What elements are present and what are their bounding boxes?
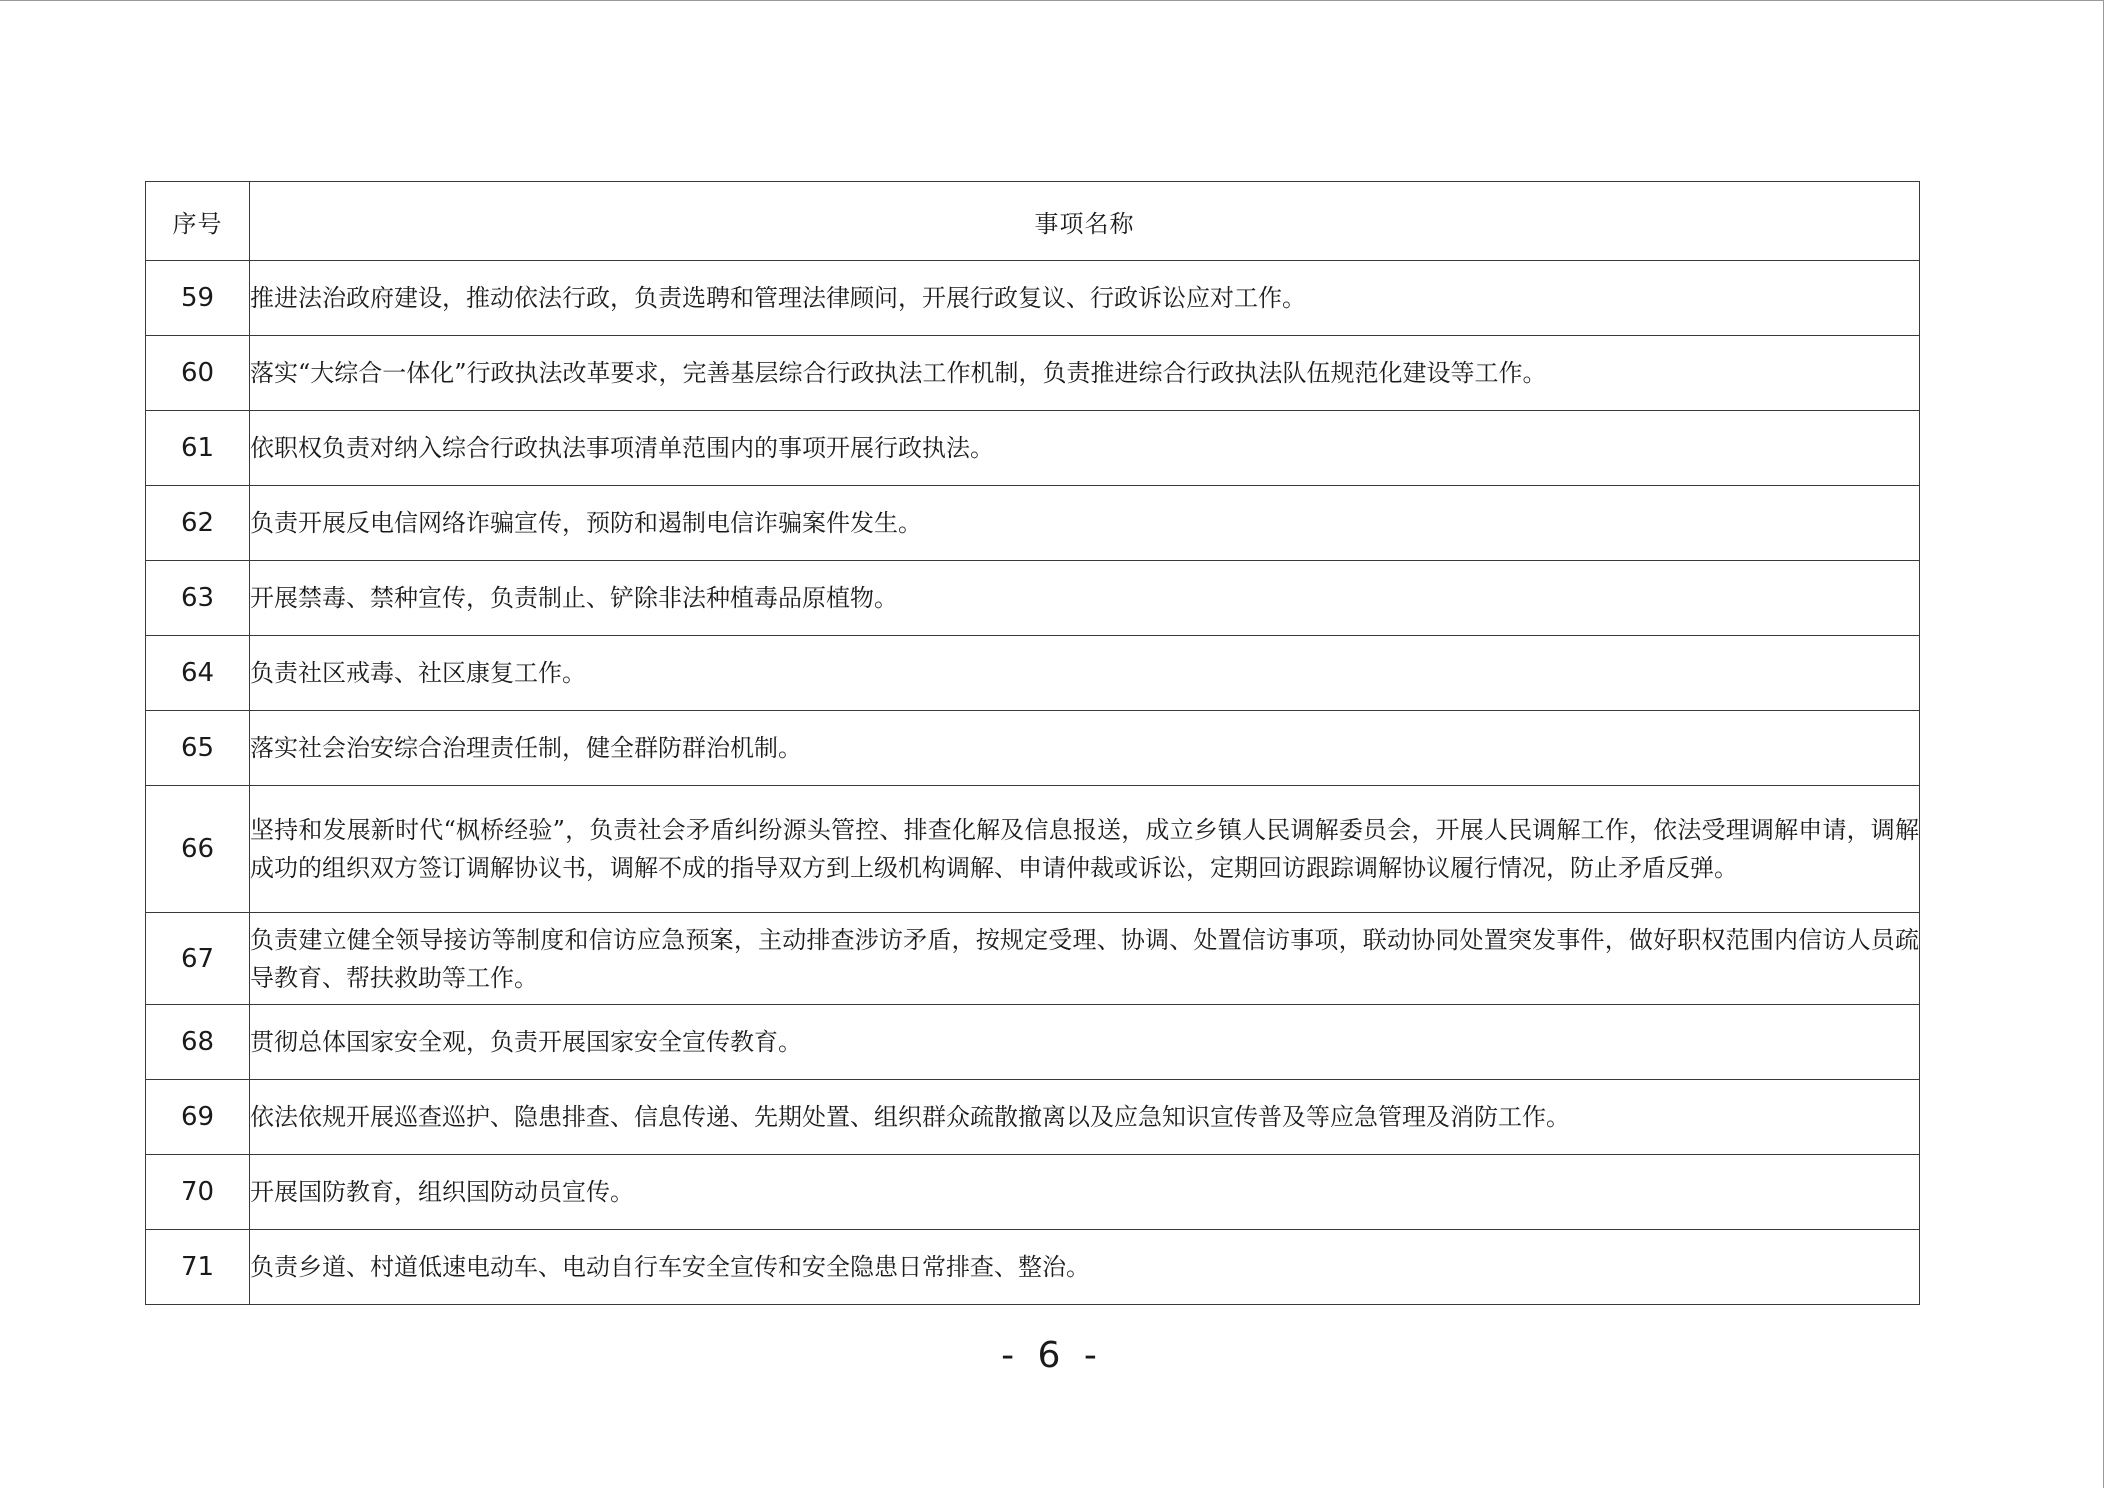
row-name: 负责建立健全领导接访等制度和信访应急预案，主动排查涉访矛盾，按规定受理、协调、处置信访事项，联动协同处置突发事件，做好职权范围内信访人员疏导教育、帮扶救助等工作。 [250, 913, 1920, 1005]
row-number: 61 [146, 411, 250, 486]
row-name: 开展禁毒、禁种宣传，负责制止、铲除非法种植毒品原植物。 [250, 561, 1920, 636]
row-name: 依法依规开展巡查巡护、隐患排查、信息传递、先期处置、组织群众疏散撤离以及应急知识宣传普及等应急管理及消防工作。 [250, 1080, 1920, 1155]
row-name: 依职权负责对纳入综合行政执法事项清单范围内的事项开展行政执法。 [250, 411, 1920, 486]
table-row [146, 336, 1920, 411]
row-name: 负责乡道、村道低速电动车、电动自行车安全宣传和安全隐患日常排查、整治。 [250, 1230, 1920, 1305]
table-row [146, 786, 1920, 913]
table-row [146, 1080, 1920, 1155]
row-name: 落实社会治安综合治理责任制，健全群防群治机制。 [250, 711, 1920, 786]
row-number: 67 [146, 913, 250, 1005]
table-row [146, 486, 1920, 561]
row-number: 68 [146, 1005, 250, 1080]
table-row [146, 636, 1920, 711]
table-row [146, 261, 1920, 336]
table-row [146, 411, 1920, 486]
row-name: 开展国防教育，组织国防动员宣传。 [250, 1155, 1920, 1230]
row-number: 66 [146, 786, 250, 913]
row-number: 63 [146, 561, 250, 636]
row-number: 64 [146, 636, 250, 711]
row-number: 60 [146, 336, 250, 411]
page-top-border [0, 0, 2104, 1]
header-name: 事项名称 [250, 182, 1920, 261]
row-number: 69 [146, 1080, 250, 1155]
row-number: 65 [146, 711, 250, 786]
table-row [146, 711, 1920, 786]
table-row [146, 1230, 1920, 1305]
row-name: 坚持和发展新时代“枫桥经验”，负责社会矛盾纠纷源头管控、排查化解及信息报送，成立乡镇人民调解委员会，开展人民调解工作，依法受理调解申请，调解成功的组织双方签订调解协议书，调解不成的指导双方到上级机构调解、申请仲裁或诉讼，定期回访跟踪调解协议履行情况，防止矛盾反弹。 [250, 786, 1920, 913]
row-number: 59 [146, 261, 250, 336]
row-name: 落实“大综合一体化”行政执法改革要求，完善基层综合行政执法工作机制，负责推进综合行政执法队伍规范化建设等工作。 [250, 336, 1920, 411]
row-name: 贯彻总体国家安全观，负责开展国家安全宣传教育。 [250, 1005, 1920, 1080]
table-row [146, 913, 1920, 1005]
table-row [146, 1005, 1920, 1080]
row-name: 负责社区戒毒、社区康复工作。 [250, 636, 1920, 711]
table-row [146, 1155, 1920, 1230]
matters-table [145, 181, 1920, 1305]
row-number: 71 [146, 1230, 250, 1305]
page-number: - 6 - [1001, 1335, 1103, 1376]
row-number: 70 [146, 1155, 250, 1230]
row-name: 推进法治政府建设，推动依法行政，负责选聘和管理法律顾问，开展行政复议、行政诉讼应对工作。 [250, 261, 1920, 336]
row-name: 负责开展反电信网络诈骗宣传，预防和遏制电信诈骗案件发生。 [250, 486, 1920, 561]
table-row [146, 561, 1920, 636]
table-header-row [146, 182, 1920, 261]
row-number: 62 [146, 486, 250, 561]
header-number: 序号 [146, 182, 250, 261]
